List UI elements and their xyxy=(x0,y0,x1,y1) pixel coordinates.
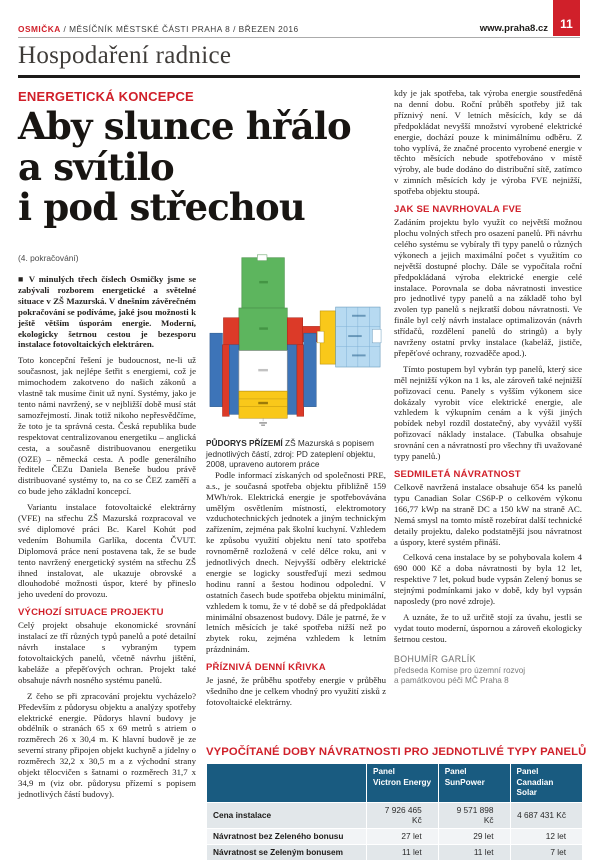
table-col-header xyxy=(438,764,510,802)
subhead-sedmileta-navratnost: SEDMILETÁ NÁVRATNOST xyxy=(394,469,521,480)
subhead-jak-se-navrhovala: JAK SE NAVRHOVALA FVE xyxy=(394,204,522,216)
table-cell: 11 let xyxy=(367,844,439,860)
floor-plan-drawing xyxy=(206,250,384,426)
plan-locker-notch xyxy=(317,331,324,343)
col-header-line: Panel xyxy=(373,767,395,776)
body-paragraph: Celková cena instalace by se pohybovala kolem 4 690 000 Kč a doba návratnosti by byla 12 let, respektive 7 let, pokud bude vypsán Zelený bonus se stejnými podmínkami jako v době, kdy byl vypsán naposledy (pro nové zdroje). xyxy=(394,552,582,607)
masthead-left xyxy=(18,24,299,34)
plan-label-mark xyxy=(259,422,267,424)
body-paragraph: Celý projekt obsahuje ekonomické srovnání instalací ze tří různých typů panelů a poté detailní návrh instalace s vybraným typem fotovoltaických panelů, včetně návrhu jištění, kabeláže a přepěťových ochran. Projekt také obsahuje návrh nosného systému panelů. xyxy=(18,620,196,685)
continuation-note: (4. pokračování) xyxy=(18,253,79,263)
payback-table xyxy=(206,764,582,860)
col-header-line: Panel xyxy=(516,767,539,776)
table-col-header xyxy=(367,764,439,802)
col-header-line: Victron Energy xyxy=(373,777,432,787)
table-cell: 27 let xyxy=(367,828,439,844)
body-paragraph: Z čeho se při zpracování projektu vycházelo? Především z půdorysu objektu a analýzy spotřeby elektrické energie. Půdorys hlavní budovy je obdélník o stranách 65 x 69 metrů s atriem o rozměrech 26 x 30,4 m. K hlavní budově je ze severní strany připojen objekt kuchyně a jídelny o rozměrech 32,2 x 30,5 m a z východní strany objekt tělocvičen s šatnami o rozměrech 31,7 x 34,9 m (viz obr. půdorysu přízemí s popisem jednotlivých částí budovy). xyxy=(18,690,196,799)
headline-line-3: i pod střechou xyxy=(18,185,306,230)
table-cell: 4 687 431 Kč xyxy=(510,802,582,828)
column-middle xyxy=(206,250,386,744)
table-cell: 11 let xyxy=(438,844,510,860)
author-block xyxy=(394,654,582,687)
caption-title: PŮDORYS PŘÍZEMÍ xyxy=(206,438,283,448)
table-cell: 29 let xyxy=(438,828,510,844)
plan-red-block-right xyxy=(287,318,302,349)
plan-wing-inner-right xyxy=(287,345,297,415)
row-label: Cena instalace xyxy=(207,802,367,828)
magazine-name: OSMIČKA xyxy=(18,24,61,34)
body-paragraph: A uznáte, že to už určitě stojí za úvahu, jestli se vydat touto moderní, úspornou a zároveň ekologicky šetrnou cestou. xyxy=(394,611,582,644)
subhead-prizniva-krivka: PŘÍZNIVÁ DENNÍ KŘIVKA xyxy=(206,662,326,674)
body-paragraph: Celkově navržená instalace obsahuje 654 ks panelů typu Canadian Solar CS6P-P o celkovém výkonu 166,77 kWp na straně DC a 150 kW na straně AC. Nemá smysl na tomto místě rozebírat další technické detaily projektu, daleko podstatnější jsou návratnost a úspory, které systém přináší. xyxy=(394,482,582,547)
plan-red-block-left xyxy=(223,318,238,349)
lead-paragraph: ■ V minulých třech číslech Osmičky jsme se zabývali rozborem energetické a světelné situace v ZŠ Mazurská. V dnešním závěrečném pokračování se podíváme, jaké jsou možnosti k ještě větším úsporám energie. Moderní, ekologicky šetrnou cestou je bezesporu instalace fotovoltaických elektráren. xyxy=(18,274,196,350)
plan-red-strip-left xyxy=(222,345,229,417)
plan-aula xyxy=(239,391,287,418)
payback-section xyxy=(206,746,587,860)
col-header-line: SunPower xyxy=(444,777,485,787)
plan-label-mark xyxy=(258,369,268,371)
table-col-header xyxy=(510,764,582,802)
plan-label-mark xyxy=(258,402,268,404)
author-role: a památkovou péči MČ Praha 8 xyxy=(394,676,509,686)
page-number-badge: 11 xyxy=(553,0,580,36)
section-rule xyxy=(18,75,580,78)
table-cell: 7 let xyxy=(510,844,582,860)
plan-label-mark xyxy=(352,354,366,356)
table-corner-cell xyxy=(207,764,367,802)
table-cell: 12 let xyxy=(510,828,582,844)
headline-line-2: a svítilo xyxy=(18,144,174,189)
plan-wing-far-right xyxy=(304,333,317,406)
table-row xyxy=(207,844,583,860)
plan-gym-notch xyxy=(372,329,381,343)
row-label: Návratnost se Zeleným bonusem xyxy=(207,844,367,860)
caption-text: ZŠ Mazurská s popisem jednotlivých částí, zdroj: PD zateplení objektu, 2008, upraveno autorem práce xyxy=(206,438,376,470)
section-title: Hospodaření radnice xyxy=(18,42,232,69)
figure-caption xyxy=(206,438,384,470)
plan-label-mark xyxy=(348,335,362,337)
body-paragraph: Tímto postupem byl vybrán typ panelů, který sice měl nejnižší výkon na 1 ks, ale zároveň také nejnižší pořizovací cenu. Panely s vyšším výkonem sice dokázaly vyrobit více elektrické energie, ale vzhledem k výkupním cenám a k výši jiných pobídek nebyl rozdíl dostatečný, aby vyvážil vyšší pořizovací náklady instalace. (Tabulka obsahuje srovnání cen a návratností pro všechny tři uvažované typy panelů.) xyxy=(394,363,582,462)
plan-label-mark xyxy=(352,315,366,317)
plan-label-mark xyxy=(259,281,268,283)
article-headline xyxy=(18,106,388,228)
body-paragraph: Podle informací získaných od společnosti PRE, a.s., je současná spotřeba objektu přibližně 159 MWh/rok. Elektrická energie je spotřebovávána umělým osvětlením místností, elektromotory vzduchotechnických jednotek a jiným technickým zařízením, zejména pak školní kuchyní. Vzhledem ke způsobu využití objektu není tato spotřeba rovnoměrně rozložená v celé délce roku, ani v jednotlivých dnech. Nejvyšší odběry elektrické energie se logicky soustřeďují mezi sedmou hodinu ranní a šestou hodinou odpolední. V ostatních časech bude spotřeba objektu minimální, vzhledem k tomu, že v té době se dá předpokládat minimální obsazenost budovy. Dále je patrné, že v letních měsících je také spotřeba nižší než po zbytek roku, zejména vzhledem k letním prázdninám. xyxy=(206,469,386,655)
body-paragraph: Zadáním projektu bylo využít co největší možnou plochu volných střech pro osazení panelů. Při návrhu celého systému se vybíraly tři typy panelů o různých výkonech a jejich maximální počet s využitím co největší dostupné plochy. Dále se vypočítala roční předpokládaná výroba elektrické energie celé instalace. Porovnala se doba návratnosti investice pro jednotlivé typy panelů a na základě toho byl zvolen typ panelů s nejkratší dobou návratnosti. Ve finále byl celý návrh instalace optimalizován (návrh střídačů, rozdělení panelů do stringů) a byly navrženy ostatní prvky instalace (kabeláž, jističe, přepěťové ochrany, rozvaděče apod.). xyxy=(394,217,582,358)
plan-entrance-notch xyxy=(257,255,267,261)
plan-wing-inner-left xyxy=(229,345,239,415)
author-name: BOHUMÍR GARLÍK xyxy=(394,653,476,664)
row-label: Návratnost bez Zeleného bonusu xyxy=(207,828,367,844)
issue-info: / MĚSÍČNÍK MĚSTSKÉ ČÁSTI PRAHA 8 / BŘEZEN 2016 xyxy=(63,24,299,34)
table-cell: 9 571 898 Kč xyxy=(438,802,510,828)
masthead-hairline xyxy=(18,37,580,38)
plan-label-mark xyxy=(261,425,265,426)
body-paragraph: kdy je jak spotřeba, tak výroba energie soustředěná na denní dobu. Roční průběh spotřeby již tak příznivý není. V letních měsících, kdy se dá předpokládat nevyšší množství vyrobené elektrické energie, dochází pouze k minimálnímu odběru. Z toho vyplívá, že značné procento vyrobené energie v těchto měsících nebude spotřebováno v místě výroby, ale bude dodáno do distribuční sítě, zatímco v zimních měsících kdy je výroba FVE nejnižší, spotřeba objektu stoupá. xyxy=(394,88,582,197)
headline-line-1: Aby slunce hřálo xyxy=(18,104,351,148)
col-header-line: Panel xyxy=(444,767,467,776)
payback-table-title: VYPOČÍTANÉ DOBY NÁVRATNOSTI PRO JEDNOTLIVÉ TYPY PANELŮ xyxy=(206,746,587,758)
website-url: www.praha8.cz xyxy=(479,23,548,34)
column-left xyxy=(18,274,196,846)
author-role: předseda Komise pro územní rozvoj xyxy=(394,665,526,675)
plan-label-mark xyxy=(259,327,268,329)
floor-plan-figure xyxy=(206,250,384,470)
table-cell: 7 926 465 Kč xyxy=(367,802,439,828)
body-paragraph: Variantu instalace fotovoltaické elektrárny (VFE) na střechu ZŠ Mazurská rozpracoval ve své diplomové práci Bc. Karel Kohút pod vedením Bohumila Garlíka, docenta ČVUT. Diplomová práce není postavena tak, že se bude tento navržený energetický systém na střechu ZŠ ihned instalovat, ale ukazuje obrovské a dlouhodobé možnosti úspor, které by přineslo jeho uvedení do provozu. xyxy=(18,502,196,600)
table-row xyxy=(207,802,583,828)
table-row xyxy=(207,828,583,844)
plan-red-strip-right xyxy=(297,345,304,417)
col-header-line: Canadian Solar xyxy=(516,777,554,798)
body-paragraph: Toto koncepční řešení je budoucnost, ne-li už současnost, jak nejlépe šetřit s energiemi, což je mimochodem zakotveno do našich zákonů a vlastně tak musíme činit už nyní. Systémy, jako je tento námi navržený, se v nejbližší době musí stát samozřejmostí. Jinak totiž nikoho nepřesvědčíme, že toto je ta správná cesta. Česká republika bude respektovat centralizovanou energetiku – anglická cesta, a současně distribuovanou energetiku (OZE) – německá cesta. A podle generálního ředitele ČEZu Daniela Beneše budou právě distribuované systémy to, na co se ČEZ zaměří a co bude jeho základní koncepcí. xyxy=(18,355,196,497)
subhead-vychozi-situace: VÝCHOZÍ SITUACE PROJEKTU xyxy=(18,607,164,619)
body-paragraph: Je jasné, že průběhu spotřeby energie v průběhu všedního dne je celkem vhodný pro využití zisků z fotovoltaické elektrárny. xyxy=(206,675,386,707)
article-kicker: ENERGETICKÁ KONCEPCE xyxy=(18,89,194,104)
table-header-row xyxy=(207,764,583,802)
plan-wing-far-left xyxy=(210,333,223,406)
column-right xyxy=(394,88,582,743)
